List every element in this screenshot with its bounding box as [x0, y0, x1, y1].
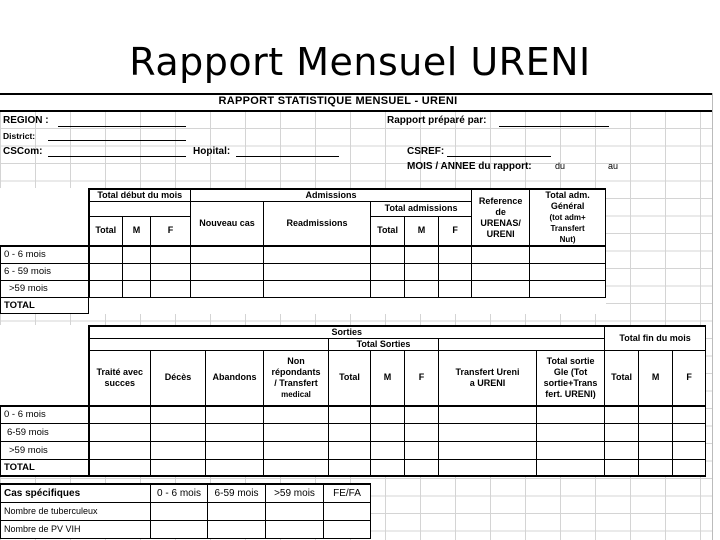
region-label: REGION : [3, 115, 49, 126]
district-label: District: [3, 131, 36, 141]
cas-specifiques-table [0, 483, 371, 539]
admissions-table [0, 188, 606, 314]
row-label: >59 mois [1, 442, 89, 460]
col-f-adm: F [439, 216, 472, 246]
row-tuberculeux: Nombre de tuberculeux [1, 502, 151, 520]
mois-annee-label: MOIS / ANNEE du rapport: [407, 161, 532, 172]
report-title: RAPPORT STATISTIQUE MENSUEL - URENI [0, 93, 712, 112]
col-f: F [151, 216, 191, 246]
total-fin-header: Total fin du mois [605, 326, 706, 351]
traite-header: Traité avec succes [89, 351, 151, 406]
total-debut-header: Total début du mois [89, 189, 191, 202]
csref-label: CSREF: [407, 146, 445, 157]
cscom-label: CSCom: [3, 146, 43, 157]
col-m-fin: M [639, 351, 673, 406]
row-label-total: TOTAL [1, 297, 89, 313]
row-label: 0 - 6 mois [1, 406, 89, 424]
col-6-59: 6-59 mois [208, 484, 266, 502]
cas-specifiques-header: Cas spécifiques [1, 484, 151, 502]
csref-line[interactable] [447, 156, 551, 157]
col-total-fin: Total [605, 351, 639, 406]
col-m: M [123, 216, 151, 246]
sorties-table [0, 325, 706, 477]
sorties-header: Sorties [89, 326, 605, 339]
row-pv-vih: Nombre de PV VIH [1, 520, 151, 538]
col-m-adm: M [405, 216, 439, 246]
slide-title: Rapport Mensuel URENI [129, 40, 591, 84]
total-sorties-header: Total Sorties [329, 339, 439, 351]
row-label: 0 - 6 mois [1, 246, 89, 263]
reference-header: Reference de URENAS/ URENI [472, 189, 530, 246]
admissions-header: Admissions [191, 189, 472, 202]
spreadsheet [0, 93, 713, 540]
total-sortie-gle-header: Total sortie Gle (Tot sortie+Trans fert. URENI) [537, 351, 605, 406]
col-m-sorties: M [371, 351, 405, 406]
deces-header: Décès [151, 351, 206, 406]
district-line[interactable] [48, 140, 186, 141]
row-label-total: TOTAL [1, 460, 89, 476]
row-label: 6-59 mois [1, 424, 89, 442]
rapport-prepare-label: Rapport préparé par: [387, 115, 487, 126]
col-0-6: 0 - 6 mois [151, 484, 208, 502]
hopital-label: Hopital: [193, 146, 231, 157]
total-admissions-header: Total admissions [371, 202, 472, 217]
abandons-header: Abandons [206, 351, 264, 406]
nouveau-cas-header: Nouveau cas [191, 202, 264, 247]
col-59: >59 mois [266, 484, 324, 502]
col-total: Total [89, 216, 123, 246]
readmissions-header: Readmissions [264, 202, 371, 247]
cscom-line[interactable] [48, 156, 186, 157]
row-label: >59 mois [1, 280, 89, 297]
total-adm-general-header: Total adm. Général (tot adm+ Transfert Nut) [530, 189, 606, 246]
col-total-sorties: Total [329, 351, 371, 406]
rapport-prepare-line[interactable] [499, 126, 609, 127]
col-fefa: FE/FA [324, 484, 371, 502]
col-f-fin: F [673, 351, 706, 406]
col-f-sorties: F [405, 351, 439, 406]
non-repondants-header: Non répondants / Transfert medical [264, 351, 329, 406]
du-label: du [555, 161, 566, 171]
au-label: au [608, 161, 619, 171]
col-total-adm: Total [371, 216, 405, 246]
row-label: 6 - 59 mois [1, 263, 89, 280]
region-line[interactable] [58, 126, 186, 127]
hopital-line[interactable] [236, 156, 339, 157]
transfert-header: Transfert Ureni a URENI [439, 351, 537, 406]
